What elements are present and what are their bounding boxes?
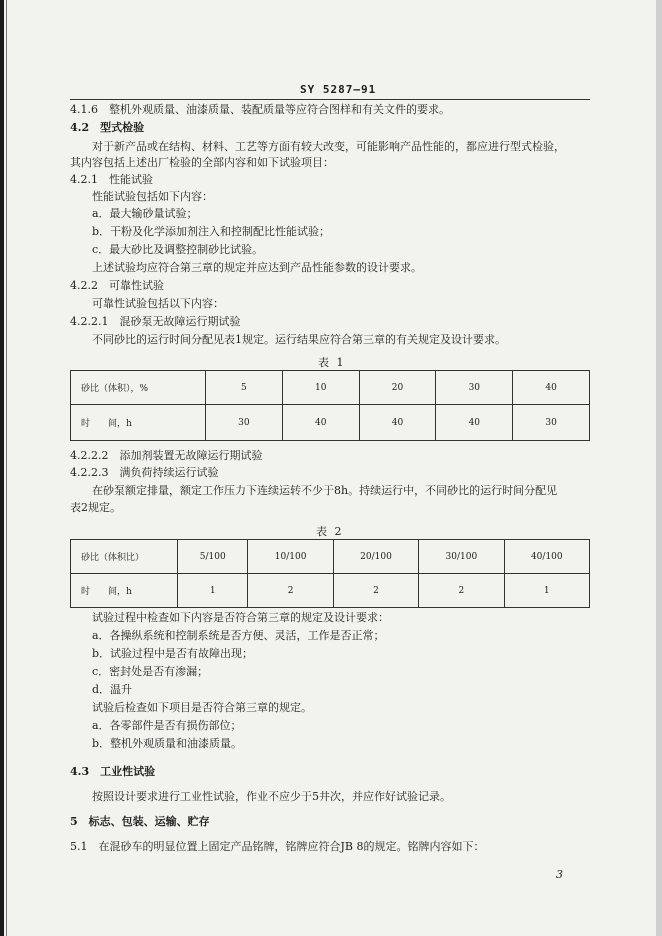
table-2	[70, 539, 590, 608]
table-cell: 40	[513, 371, 590, 405]
table-cell: 10/100	[248, 540, 333, 574]
table-cell: 2	[248, 574, 333, 608]
paragraph-4-2-2-1: 不同砂比的运行时间分配见表1规定。运行结果应符合第三章的有关规定及设计要求。	[92, 333, 506, 346]
paragraph-4-2-b: 其内容包括上述出厂检验的全部内容和如下试验项目：	[70, 156, 334, 169]
list-item: b．试验过程中是否有故障出现；	[92, 647, 254, 660]
list-item: c．密封处是否有渗漏；	[92, 665, 209, 678]
paragraph-4-2-2-3-b: 表2规定。	[70, 501, 121, 514]
table-row-header: 砂比（体积），%	[71, 371, 206, 405]
table-cell: 40	[436, 405, 513, 441]
list-item: b．干粉及化学添加剂注入和控制配比性能试验；	[92, 225, 331, 238]
table-cell: 40/100	[504, 540, 589, 574]
table-cell: 20/100	[333, 540, 418, 574]
table-row	[71, 405, 590, 441]
scan-border-line	[6, 0, 7, 936]
table-cell: 30	[513, 405, 590, 441]
list-item: c．最大砂比及调整控制砂比试验。	[92, 243, 264, 256]
paragraph-4-2-2: 可靠性试验包括以下内容：	[92, 297, 224, 310]
table-cell: 2	[333, 574, 418, 608]
table-2-caption: 表 2	[316, 525, 344, 538]
table-row-header: 时 间，h	[71, 574, 178, 608]
heading-4-2-2: 4.2.2 可靠性试验	[70, 279, 164, 292]
heading-4-2-2-1: 4.2.2.1 混砂泵无故障运行期试验	[70, 315, 241, 328]
heading-4-2-2-3: 4.2.2.3 满负荷持续运行试验	[70, 466, 219, 479]
table-cell: 20	[359, 371, 436, 405]
heading-4-2-2-2: 4.2.2.2 添加剂装置无故障运行期试验	[70, 449, 263, 462]
paragraph-check-during: 试验过程中检查如下内容是否符合第三章的规定及设计要求：	[92, 611, 389, 624]
header-rule	[70, 99, 590, 100]
table-row-header: 砂比（体积比）	[71, 540, 178, 574]
table-cell: 2	[419, 574, 504, 608]
paragraph-4-3: 按照设计要求进行工业性试验，作业不应少于5井次，并应作好试验记录。	[92, 790, 451, 803]
standard-code: SY 5287—91	[300, 83, 377, 96]
paragraph-check-after: 试验后检查如下项目是否符合第三章的规定。	[92, 701, 312, 714]
table-row-header: 时 间，h	[71, 405, 206, 441]
paragraph-4-2-1: 性能试验包括如下内容：	[92, 190, 213, 203]
table-row	[71, 540, 590, 574]
heading-5: 5 标志、包装、运输、贮存	[70, 815, 210, 828]
clause-4-1-6: 4.1.6 整机外观质量、油漆质量、装配质量等应符合图样和有关文件的要求。	[70, 103, 450, 116]
table-cell: 1	[178, 574, 248, 608]
heading-4-3: 4.3 工业性试验	[70, 765, 156, 778]
table-cell: 40	[282, 405, 359, 441]
scan-border-left	[0, 0, 4, 936]
heading-4-2: 4.2 型式检验	[70, 121, 145, 134]
heading-4-2-1: 4.2.1 性能试验	[70, 173, 153, 186]
table-cell: 30	[436, 371, 513, 405]
page-number: 3	[556, 868, 563, 881]
list-item: a．各操纵系统和控制系统是否方便、灵活，工作是否正常；	[92, 629, 385, 642]
list-item: b．整机外观质量和油漆质量。	[92, 737, 243, 750]
table-cell: 30/100	[419, 540, 504, 574]
paragraph-4-2-2-3-a: 在砂泵额定排量，额定工作压力下连续运转不少于8h。持续运行中，不同砂比的运行时间分配见	[92, 484, 558, 497]
table-row	[71, 371, 590, 405]
table-1-caption: 表 1	[318, 356, 346, 369]
paragraph-4-2-1-end: 上述试验均应符合第三章的规定并应达到产品性能参数的设计要求。	[92, 261, 422, 274]
table-cell: 30	[206, 405, 283, 441]
table-1	[70, 370, 590, 441]
paragraph-4-2-a: 对于新产品或在结构、材料、工艺等方面有较大改变，可能影响产品性能的，都应进行型式检验，	[92, 140, 565, 153]
scan-border-right	[656, 0, 662, 936]
table-cell: 5	[206, 371, 283, 405]
table-cell: 5/100	[178, 540, 248, 574]
table-cell: 40	[359, 405, 436, 441]
clause-5-1: 5.1 在混砂车的明显位置上固定产品铭牌，铭牌应符合JB 8的规定。铭牌内容如下：	[70, 840, 485, 853]
table-cell: 1	[504, 574, 589, 608]
table-row	[71, 574, 590, 608]
list-item: a．各零部件是否有损伤部位；	[92, 719, 242, 732]
list-item: d．温升	[92, 683, 133, 696]
list-item: a．最大输砂量试验；	[92, 207, 198, 220]
table-cell: 10	[282, 371, 359, 405]
